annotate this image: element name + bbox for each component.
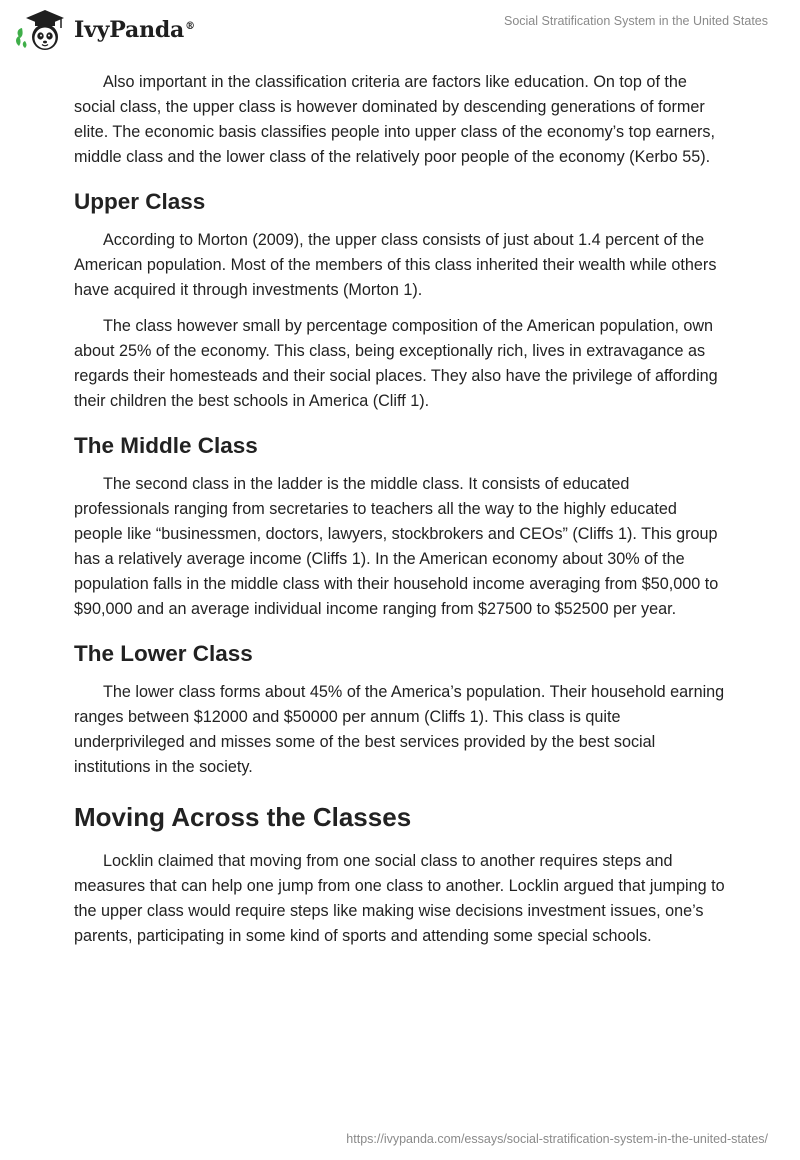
logo-text: IvyPanda® <box>74 17 195 43</box>
intro-paragraph: Also important in the classification criteria are factors like education. On top of the social class, the upper class is however dominated by descending generations of former elite. The economic basis classifies people into upper class of the economy’s top earners, middle class and the lower class of the relatively poor people of the economy (Kerbo 55). <box>74 73 715 166</box>
moving-classes-paragraph: Locklin claimed that moving from one social class to another requires steps and measures that can help one jump from one class to another. Locklin argued that jumping to the upper class would require steps like making wise decisions investment issues, one’s parents, participating in some kind of sports and attending some special schools. <box>74 852 725 945</box>
lower-class-paragraph: The lower class forms about 45% of the America’s population. Their household earning ranges between $12000 and $50000 per annum (Cliffs 1). This class is quite underprivileged and misses some of the best services provided by the best social institutions in the society. <box>74 683 725 776</box>
source-url[interactable]: https://ivypanda.com/essays/social-stratification-system-in-the-united-states/ <box>346 1132 768 1146</box>
upper-class-paragraph-2: The class however small by percentage composition of the American population, own about 25% of the economy. This class, being exceptionally rich, lives in extravagance as regards their homesteads and their social places. They also have the privilege of affording their children the best schools in America (Cliff 1). <box>74 317 718 410</box>
heading-middle-class: The Middle Class <box>74 433 258 458</box>
essay-content <box>74 70 728 949</box>
heading-upper-class: Upper Class <box>74 189 206 214</box>
heading-lower-class: The Lower Class <box>74 641 253 666</box>
ivypanda-logo[interactable] <box>14 8 195 52</box>
document-title: Social Stratification System in the United States <box>503 14 768 28</box>
heading-moving-across-classes: Moving Across the Classes <box>74 802 412 832</box>
middle-class-paragraph: The second class in the ladder is the middle class. It consists of educated professionals ranging from secretaries to teachers all the way to the highly educated people like “businessmen, doctors, lawyers, stockbrokers and CEOs” (Cliffs 1). This group has a relatively average income (Cliffs 1). In the American economy about 30% of the population falls in the middle class with their household income averaging from $50,000 to $90,000 and an average individual income ranging from $27500 to $52500 per year. <box>74 475 719 618</box>
panda-graduate-icon <box>14 8 68 52</box>
upper-class-paragraph-1: According to Morton (2009), the upper class consists of just about 1.4 percent of the American population. Most of the members of this class inherited their wealth while others have acquired it through investments (Morton 1). <box>74 231 717 299</box>
page-header <box>0 0 800 62</box>
